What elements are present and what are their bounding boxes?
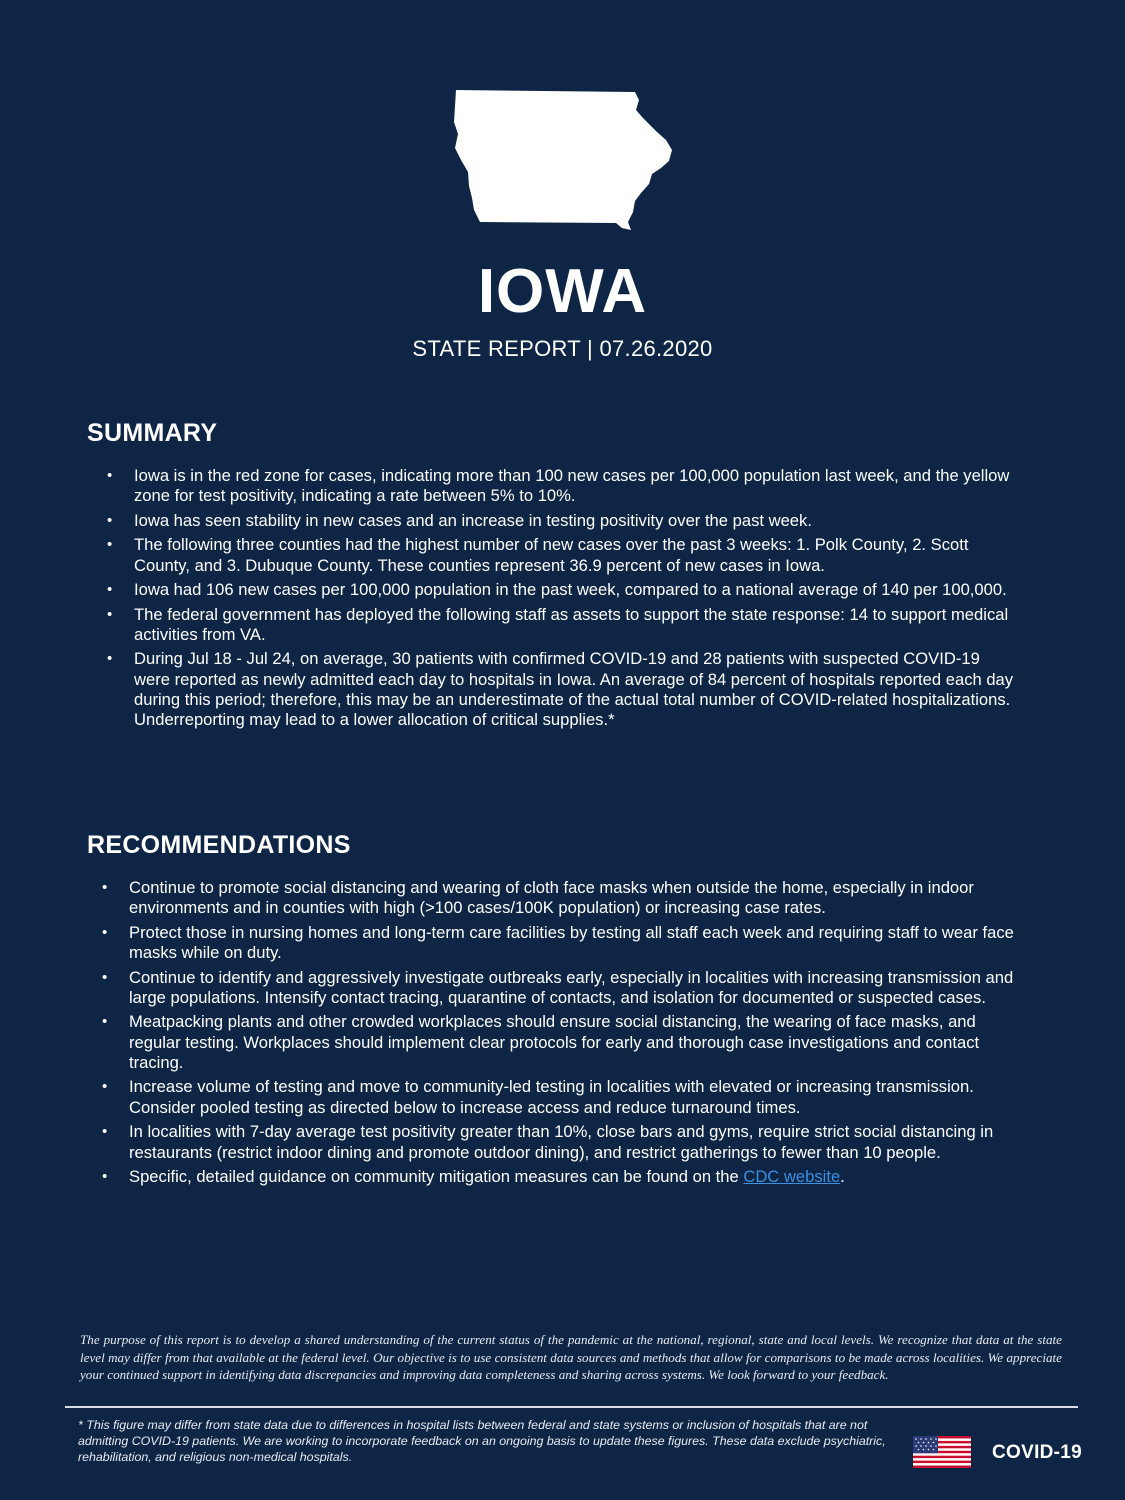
footer-divider: [65, 1406, 1078, 1408]
recommendation-item: • Increase volume of testing and move to community-led testing in localities with elevated or increasing transmission. Consider pooled testing as directed below to increase access and reduce turnaround times.: [129, 1077, 1019, 1118]
report-purpose-note: The purpose of this report is to develop a shared understanding of the current status of the pandemic at the national, regional, state and local levels. We recognize that data at the state level may differ from that available at the federal level. Our objective is to use consistent data sources and methods that allow for comparisons to be made across localities. We appreciate your continued support in identifying data discrepancies and improving data completeness and sharing across systems. We look forward to your feedback.: [80, 1332, 1062, 1382]
summary-item: • The federal government has deployed the following staff as assets to support the state response: 14 to support medical activities from VA.: [134, 605, 1019, 646]
recommendation-item: • Continue to identify and aggressively investigate outbreaks early, especially in localities with increasing transmission and large populations. Intensify contact tracing, quarantine of contacts, and isolation for documented or suspected cases.: [129, 968, 1019, 1009]
report-date-label: STATE REPORT | 07.26.2020: [412, 336, 713, 361]
summary-item: • Iowa had 106 new cases per 100,000 population in the past week, compared to a national average of 140 per 100,000.: [134, 580, 1019, 600]
recommendation-item: • In localities with 7-day average test positivity greater than 10%, close bars and gyms, require strict social distancing in restaurants (restrict indoor dining and promote outdoor dining), and restrict gatherings to fewer than 10 people.: [129, 1122, 1019, 1163]
recommendation-item: • Protect those in nursing homes and long-term care facilities by testing all staff each week and requiring staff to wear face masks while on duty.: [129, 923, 1019, 964]
us-flag-icon: [913, 1436, 971, 1468]
recommendations-list: [129, 878, 1019, 1191]
summary-item: • Iowa is in the red zone for cases, indicating more than 100 new cases per 100,000 population last week, and the yellow zone for test positivity, indicating a rate between 5% to 10%.: [134, 466, 1019, 507]
recommendation-item: • Continue to promote social distancing and wearing of cloth face masks when outside the home, especially in indoor environments and in counties with high (>100 cases/100K population) or increasing case rates.: [129, 878, 1019, 919]
covid-19-badge: COVID-19: [992, 1442, 1083, 1463]
hospital-data-footnote: * This figure may differ from state data due to differences in hospital lists between federal and state systems or inclusion of hospitals that are not admitting COVID-19 patients. We are working to incorporate feedback on an ongoing basis to update these figures. These data exclude psychiatric, rehabilitation, and religious non-medical hospitals.: [78, 1418, 886, 1464]
recommendations-heading: RECOMMENDATIONS: [87, 831, 351, 859]
summary-item: • Iowa has seen stability in new cases and an increase in testing positivity over the past week.: [134, 511, 1019, 531]
page-title: IOWA: [477, 257, 648, 326]
iowa-state-outline-icon: [452, 88, 674, 234]
summary-item: • The following three counties had the highest number of new cases over the past 3 weeks: 1. Polk County, 2. Scott County, and 3. Dubuque County. These counties represent 36.9 percent of new cases in Iowa.: [134, 535, 1019, 576]
summary-list: [134, 466, 1019, 735]
recommendation-item-cdc: [129, 1167, 1019, 1187]
summary-heading: SUMMARY: [87, 419, 218, 447]
cdc-website-link[interactable]: CDC website: [743, 1166, 841, 1186]
summary-item: • During Jul 18 - Jul 24, on average, 30 patients with confirmed COVID-19 and 28 patients with suspected COVID-19 were reported as newly admitted each day to hospitals in Iowa. An average of 84 percent of hospitals reported each day during this period; therefore, this may be an underestimate of the actual total number of COVID-related hospitalizations. Underreporting may lead to a lower allocation of critical supplies.*: [134, 649, 1019, 730]
cdc-guidance-text: Specific, detailed guidance on community mitigation measures can be found on the: [129, 1166, 744, 1186]
recommendation-item: • Meatpacking plants and other crowded workplaces should ensure social distancing, the wearing of face masks, and regular testing. Workplaces should implement clear protocols for early and thorough case investigations and contact tracing.: [129, 1012, 1019, 1073]
cdc-guidance-period: .: [840, 1166, 845, 1186]
